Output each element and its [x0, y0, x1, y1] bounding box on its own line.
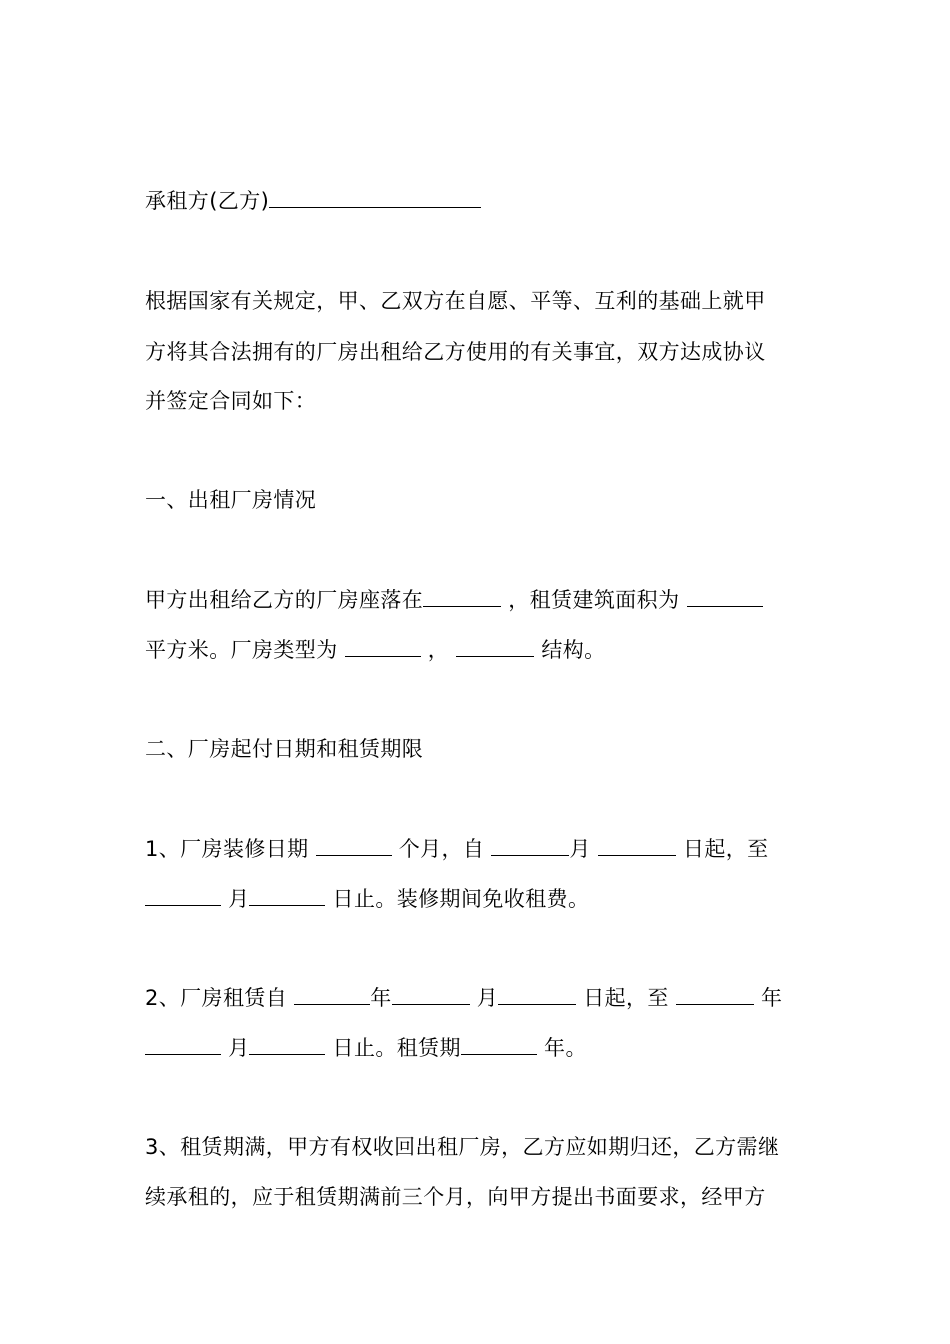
- item3-line-2: 续承租的，应于租赁期满前三个月，向甲方提出书面要求，经甲方: [145, 1185, 766, 1209]
- location-blank: [423, 588, 501, 607]
- item1-text-e: 月: [221, 887, 250, 911]
- lease-end-day-blank: [249, 1036, 325, 1055]
- item1-line-1: [145, 836, 769, 862]
- section1-text-d: ，: [420, 638, 457, 662]
- section1-text-b: ，租赁建筑面积为: [501, 588, 687, 612]
- item2-text-e: 年: [753, 986, 783, 1010]
- section1-heading: 一、出租厂房情况: [145, 488, 317, 512]
- item2-text-g: 日止。租赁期: [325, 1036, 461, 1060]
- renovation-start-month-blank: [491, 837, 569, 856]
- section1-text-e: 结构。: [534, 638, 606, 662]
- lessee-name-blank: [269, 189, 481, 208]
- item2-text-f: 月: [221, 1036, 250, 1060]
- lease-start-year-blank: [294, 986, 370, 1005]
- renovation-end-day-blank: [249, 887, 325, 906]
- item2-line-2: [145, 1035, 587, 1061]
- section1-text-c: 平方米。厂房类型为: [145, 638, 345, 662]
- item1-text-d: 日起，至: [675, 837, 769, 861]
- item1-line-2: [145, 886, 589, 912]
- item2-text-d: 日起，至: [576, 986, 676, 1010]
- renovation-end-month-blank: [145, 887, 221, 906]
- item2-text-h: 年。: [536, 1036, 587, 1060]
- lease-end-month-blank: [145, 1036, 221, 1055]
- item1-text-c: 月: [569, 837, 598, 861]
- item2-text-b: 年: [370, 986, 392, 1010]
- preamble-line-2: 方将其合法拥有的厂房出租给乙方使用的有关事宜，双方达成协议: [145, 340, 766, 364]
- section2-heading: 二、厂房起付日期和租赁期限: [145, 737, 424, 761]
- item1-text-b: 个月，自: [391, 837, 492, 861]
- item2-line-1: [145, 985, 782, 1011]
- lease-end-year-blank: [676, 986, 754, 1005]
- section1-text-a: 甲方出租给乙方的厂房座落在: [145, 588, 424, 612]
- preamble-line-3: 并签定合同如下：: [145, 389, 317, 413]
- lease-years-blank: [461, 1036, 537, 1055]
- item1-text-f: 日止。装修期间免收租费。: [325, 887, 590, 911]
- renovation-months-blank: [316, 837, 392, 856]
- factory-type-blank: [345, 638, 421, 657]
- item2-text-a: 2、厂房租赁自: [145, 986, 295, 1010]
- section1-para-line-2: [145, 637, 606, 663]
- lessee-label: 承租方(乙方): [145, 189, 270, 213]
- item1-text-a: 1、厂房装修日期: [145, 837, 316, 861]
- structure-blank: [456, 638, 534, 657]
- preamble-line-1: 根据国家有关规定，甲、乙双方在自愿、平等、互利的基础上就甲: [145, 289, 766, 313]
- area-blank: [687, 588, 763, 607]
- renovation-start-day-blank: [598, 837, 676, 856]
- item2-text-c: 月: [469, 986, 499, 1010]
- section1-para-line-1: [145, 587, 763, 613]
- lessee-line: [145, 188, 481, 214]
- item3-line-1: 3、租赁期满，甲方有权收回出租厂房，乙方应如期归还，乙方需继: [145, 1135, 780, 1159]
- lease-start-month-blank: [392, 986, 470, 1005]
- lease-start-day-blank: [498, 986, 576, 1005]
